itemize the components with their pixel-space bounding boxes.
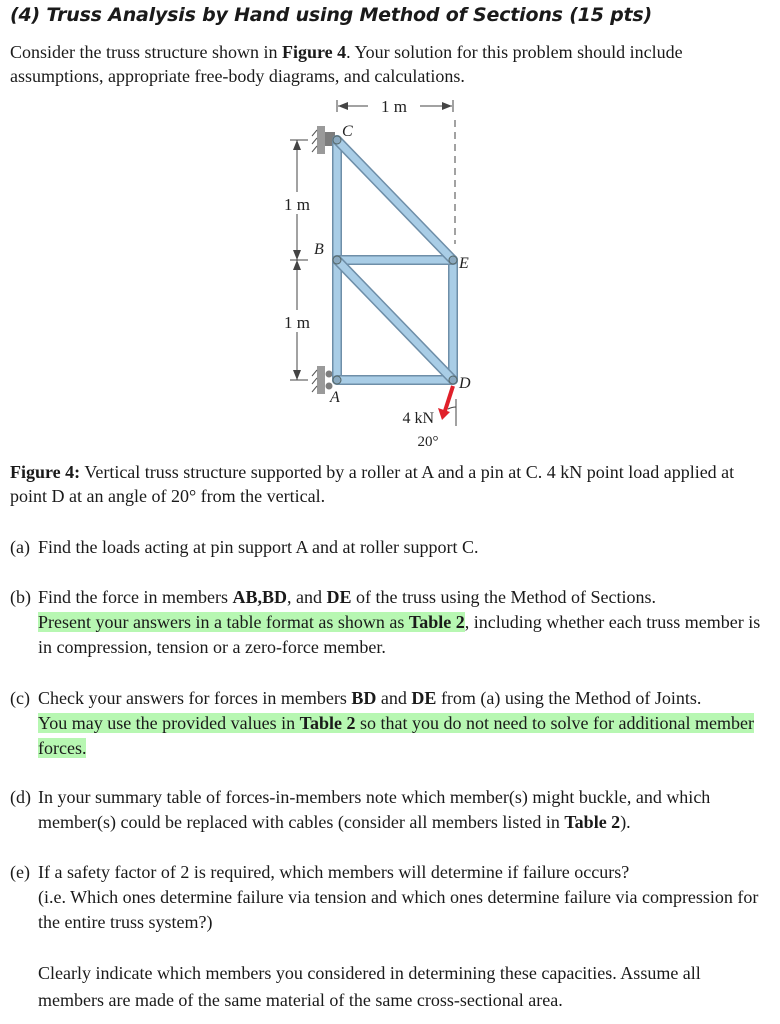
part-c-table-ref: Table 2	[299, 713, 356, 733]
label-d: D	[459, 375, 471, 392]
dim-left-lower-label: 1 m	[284, 313, 310, 332]
part-b-member-ab: AB	[232, 587, 258, 607]
support-c	[312, 126, 335, 154]
wall-a	[317, 366, 325, 394]
intro-text-2: . Your solution for this problem should include assumptions, appropriate free-body diagrams, and calculations.	[10, 42, 683, 86]
part-e-label: (e)	[10, 862, 30, 882]
load-angle-label: 20°	[417, 434, 439, 450]
intro-text-1: Consider the truss structure shown in	[10, 42, 282, 62]
caption-text: Vertical truss structure supported by a roller at A and a pin at C. 4 kN point load applied at point D at an angle of 20° from the vertical.	[10, 462, 735, 506]
point-load	[402, 386, 456, 450]
wall-c	[317, 126, 325, 154]
part-d-label: (d)	[10, 787, 31, 807]
top-dimension	[337, 97, 453, 116]
part-e-line2: (i.e. Which ones determine failure via tension and which ones determine failure via compression for the entire truss system?)	[38, 887, 759, 932]
part-e-line1: If a safety factor of 2 is required, which members will determine if failure occurs?	[38, 862, 630, 882]
part-a	[10, 535, 770, 560]
label-c: C	[342, 123, 353, 140]
part-b-t4: , including whether each truss member is in compression, tension or a zero-force member.	[38, 612, 761, 657]
part-b-highlight: Present your answers in a table format as shown as	[38, 612, 409, 632]
joint-b	[333, 256, 341, 264]
part-c-member-de: DE	[411, 688, 437, 708]
intro-figure-ref: Figure 4	[281, 42, 347, 62]
problem-heading: (4) Truss Analysis by Hand using Method of Sections (15 pts)	[10, 4, 653, 26]
part-b-label: (b)	[10, 587, 31, 607]
part-c-t1: Check your answers for forces in members	[38, 688, 352, 708]
part-b-table-ref: Table 2	[408, 612, 465, 632]
part-c-highlight-1: You may use the provided values in	[38, 713, 300, 733]
label-a: A	[330, 389, 340, 406]
part-c-highlight-2: so that you do not need to solve for additional member forces.	[38, 713, 754, 758]
dim-arrow-1	[293, 140, 301, 150]
dim-arrow-2	[293, 250, 301, 260]
closing-paragraph: Clearly indicate which members you considered in determining these capacities. Assume all members are made of the same material of the same cross-sectional area.	[38, 963, 701, 1010]
left-dimension	[284, 140, 312, 380]
load-arrow-shaft	[444, 386, 453, 414]
joint-e	[449, 256, 457, 264]
part-d-t2: ).	[620, 812, 631, 832]
part-b-member-de: DE	[326, 587, 352, 607]
part-c-label: (c)	[10, 688, 30, 708]
dim-arrow-4	[293, 370, 301, 380]
part-b-t1: Find the force in members	[38, 587, 233, 607]
part-e	[10, 860, 770, 935]
dim-arrow-3	[293, 260, 301, 270]
part-c-member-bd: BD	[351, 688, 377, 708]
dim-arrow-right	[442, 102, 452, 110]
part-d-t1: In your summary table of forces-in-members note which member(s) might buckle, and which member(s) could be replaced with cables (consider all members listed in	[38, 787, 711, 832]
load-angle-arc	[448, 407, 456, 409]
member-bd	[337, 260, 453, 380]
label-b: B	[314, 241, 324, 258]
part-a-label: (a)	[10, 537, 30, 557]
joint-a	[333, 376, 341, 384]
figure-caption	[10, 460, 770, 508]
load-value-label: 4 kN	[402, 410, 434, 427]
truss-members	[337, 140, 453, 380]
part-c-t3: from (a) using the Method of Joints.	[436, 688, 702, 708]
part-c-t2: and	[376, 688, 412, 708]
dim-arrow-left	[338, 102, 348, 110]
member-ce	[337, 140, 453, 260]
part-d	[10, 785, 770, 835]
roller-a-1	[326, 371, 333, 378]
part-b-member-bd: BD	[261, 587, 287, 607]
part-a-text: Find the loads acting at pin support A and at roller support C.	[38, 537, 479, 557]
intro-paragraph	[10, 40, 770, 88]
part-b-sep: ,	[257, 587, 262, 607]
part-b-t3: of the truss using the Method of Sections.	[351, 587, 656, 607]
part-b-t2: , and	[286, 587, 327, 607]
dim-top-label: 1 m	[381, 97, 407, 116]
truss-figure	[270, 96, 510, 458]
part-c	[10, 686, 770, 761]
dim-left-upper-label: 1 m	[284, 195, 310, 214]
caption-label: Figure 4:	[10, 462, 81, 482]
joint-c	[333, 136, 341, 144]
part-b	[10, 585, 770, 660]
joint-d	[449, 376, 457, 384]
label-e: E	[459, 255, 469, 272]
part-d-table-ref: Table 2	[564, 812, 621, 832]
